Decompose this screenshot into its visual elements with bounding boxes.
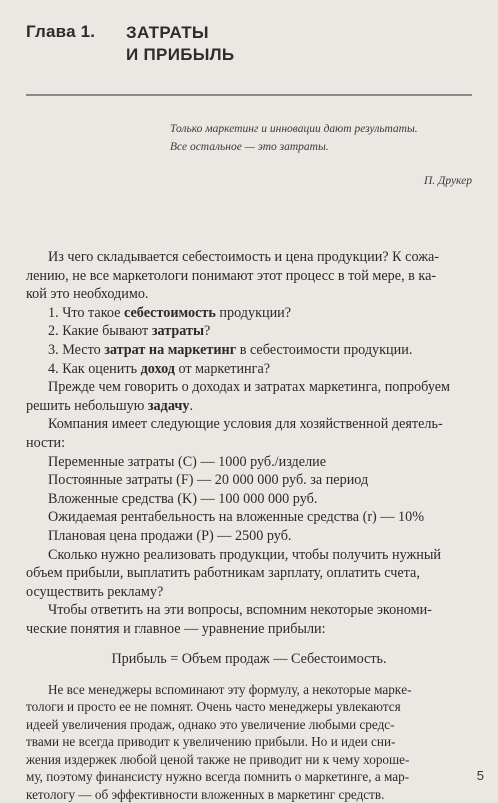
- chapter-title-line-2: И ПРИБЫЛЬ: [126, 45, 235, 64]
- closing-line: Не все менеджеры вспоминают эту формулу, а некоторые маркe-: [48, 682, 412, 698]
- list-item: [26, 304, 472, 323]
- questions-list: [26, 304, 472, 378]
- question-text: от маркетинга?: [174, 360, 271, 377]
- answer-line-1: Чтобы ответить на эти вопросы, вспомним некоторые экономи-: [48, 602, 432, 619]
- closing-line: жения издержек любой ценой также не приводит ни к чему хорошe-: [26, 751, 410, 767]
- closing-line: кетологу — об эффективности вложенных в маркетинг средств.: [26, 786, 385, 802]
- list-item: Ожидаемая рентабельность на вложенные средства (r) — 10%: [48, 509, 425, 526]
- chapter-divider: [26, 94, 472, 96]
- question-text: 4. Как оценить: [48, 360, 141, 377]
- profit-formula: Прибыль = Объем продаж — Себестоимость.: [111, 651, 387, 668]
- question-text: в себестоимости продукции.: [236, 341, 413, 358]
- conditions-list: [26, 453, 472, 546]
- task-paragraph: [26, 378, 472, 415]
- list-item: Вложенные средства (K) — 100 000 000 руб.: [48, 490, 318, 507]
- intro-line-2: лению, не все маркетологи понимают этот процесс в той мере, в ка-: [26, 267, 437, 284]
- question-paragraph: [26, 546, 472, 602]
- question-keyword: затраты: [151, 323, 205, 340]
- closing-line: идеей увеличения продаж, однако это увеличение любыми средс-: [26, 716, 395, 732]
- question-line-2: объем прибыли, выплатить работникам зарплату, оплатить счета,: [26, 565, 420, 582]
- page-number: 5: [476, 768, 484, 783]
- list-item: Постоянные затраты (F) — 20 000 000 руб. за период: [48, 472, 369, 489]
- body-text: [26, 248, 472, 803]
- chapter-title-line-1: ЗАТРАТЫ: [126, 23, 209, 42]
- question-text: 2. Какие бывают: [48, 323, 152, 340]
- answer-paragraph: [26, 601, 472, 638]
- list-item: Плановая цена продажи (P) — 2500 руб.: [48, 527, 292, 544]
- closing-line: тологи и просто ее не помнят. Очень часто менеджеры увлекаются: [26, 699, 401, 715]
- task-text: решить небольшую: [26, 397, 148, 414]
- intro-line-1: Из чего складывается себестоимость и цена продукции? К сожа-: [48, 249, 440, 265]
- conditions-line-1: Компания имеет следующие условия для хозяйственной деятель-: [48, 416, 443, 433]
- epigraph-line-1: Только маркетинг и инновации дают результаты.: [170, 123, 418, 135]
- question-text: продукции?: [215, 304, 292, 321]
- question-keyword: доход: [140, 360, 175, 377]
- conditions-line-2: ности:: [26, 434, 66, 451]
- list-item: Переменные затраты (C) — 1000 руб./изделие: [48, 453, 327, 470]
- list-item: [26, 322, 472, 341]
- task-text: .: [189, 397, 193, 414]
- conditions-paragraph: [26, 415, 472, 452]
- intro-line-3: кой это необходимо.: [26, 286, 149, 303]
- question-text: 1. Что такое: [48, 304, 125, 321]
- question-text: ?: [204, 323, 211, 340]
- chapter-header: [26, 20, 472, 78]
- question-text: 3. Место: [48, 341, 105, 358]
- intro-paragraph: [26, 248, 472, 304]
- answer-line-2: ческие понятия и главное — уравнение прибыли:: [26, 620, 326, 637]
- chapter-title: [126, 22, 234, 66]
- epigraph: [170, 120, 470, 156]
- epigraph-line-2: Все остальное — это затраты.: [170, 141, 329, 153]
- task-line-2: [26, 397, 472, 416]
- question-line-3: осуществить рекламу?: [26, 583, 164, 600]
- list-item: [26, 341, 472, 360]
- question-keyword: себестоимость: [124, 304, 216, 321]
- task-line-1: Прежде чем говорить о доходах и затратах маркетинга, попробуем: [48, 379, 451, 396]
- chapter-label: Глава 1.: [26, 22, 96, 41]
- closing-paragraph: [26, 681, 472, 803]
- task-keyword: задачу: [147, 397, 190, 414]
- closing-line: му, поэтому финансисту нужно всегда помнить о маркетинге, а мар-: [26, 769, 410, 785]
- epigraph-author: П. Друкер: [423, 175, 472, 187]
- question-keyword: затрат на маркетинг: [104, 341, 237, 358]
- closing-line: твами не всегда приводит к увеличению прибыли. Но и идеи сни-: [26, 734, 396, 750]
- question-line-1: Сколько нужно реализовать продукции, чтобы получить нужный: [48, 546, 441, 563]
- list-item: [26, 360, 472, 379]
